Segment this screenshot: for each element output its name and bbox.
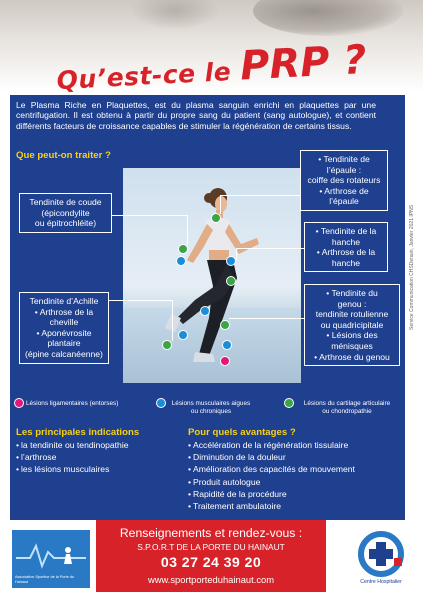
legend-dot-blue [156, 398, 166, 408]
contact-website[interactable]: www.sportporteduhainaut.com [147, 574, 275, 585]
association-logo [12, 530, 90, 588]
list-item: • Rapidité de la procédure [188, 488, 355, 500]
list-item: • l’arthrose [16, 451, 129, 463]
marker-elbow-blue [176, 256, 186, 266]
marker-elbow-green [178, 244, 188, 254]
legend-muscle: Lésions musculaires aigues ou chroniques [171, 400, 251, 415]
list-item: • Accélération de la régénération tissulaire [188, 439, 355, 451]
contact-box [96, 520, 326, 592]
hospital-logo [350, 530, 412, 588]
credit-text: Service Communication CHSDenain, Janvier 2021 IPNS [409, 204, 415, 330]
hospital-logo-text: Centre Hospitalier [360, 579, 402, 585]
title-part2: PRP ? [238, 36, 368, 90]
callout-hip: • Tendinite de la hanche • Arthrose de la hanche [304, 222, 388, 272]
runner-illustration [123, 168, 301, 383]
connector-hip-v [236, 248, 237, 260]
list-item: • Produit autologue [188, 476, 355, 488]
association-logo-text: Association Sportive de la Porte du Hainaut [15, 575, 75, 584]
callout-elbow: Tendinite de coude (épicondylite ou épitrochléite) [19, 193, 112, 233]
connector-elbow [112, 215, 188, 216]
callout-shoulder: • Tendinite de l’épaule : coiffe des rotateurs • Arthrose de l’épaule [300, 150, 388, 211]
list-item: • Diminution de la douleur [188, 451, 355, 463]
marker-foot [220, 356, 230, 366]
connector-elbow-v [187, 215, 188, 245]
heartbeat-icon [16, 540, 86, 570]
callout-achilles: Tendinite d’Achille • Arthrose de la cheville • Aponévrosite plantaire (épine calcanéenne) [19, 292, 109, 364]
marker-knee [220, 320, 230, 330]
runner-photo [123, 168, 301, 383]
list-item: • Amélioration des capacités de mouvement [188, 463, 355, 475]
hospital-logo-icon [350, 530, 412, 578]
list-item: • la tendinite ou tendinopathie [16, 439, 129, 451]
contact-subtitle: S.P.O.R.T DE LA PORTE DU HAINAUT [137, 542, 285, 552]
connector-shoulder-v [220, 195, 221, 214]
marker-hip-blue [226, 256, 236, 266]
running-shoe-image [253, 0, 403, 36]
contact-phone[interactable]: 03 27 24 39 20 [160, 555, 262, 571]
legend-ligament: Lésions ligamentaires (entorses) [26, 400, 119, 407]
connector-shoulder [220, 195, 300, 196]
connector-hip [236, 248, 304, 249]
advantages-list [188, 439, 355, 512]
indications-heading: Les principales indications [16, 427, 140, 438]
connector-achilles [108, 300, 173, 301]
legend-dot-green [284, 398, 294, 408]
list-item: • Traitement ambulatoire [188, 500, 355, 512]
marker-calf [178, 330, 188, 340]
marker-ankle [162, 340, 172, 350]
marker-hip-green [226, 276, 236, 286]
contact-title: Renseignements et rendez-vous : [119, 526, 303, 540]
background-blur-image [130, 0, 220, 30]
indications-list [16, 439, 129, 476]
callout-knee: • Tendinite du genou : tendinite rotulienne ou quadricipitale • Lésions des ménisques • Arthrose du genou [304, 284, 400, 366]
advantages-heading: Pour quels avantages ? [188, 427, 296, 438]
marker-shin [222, 340, 232, 350]
marker-thigh [200, 306, 210, 316]
connector-achilles-v [172, 300, 173, 341]
marker-shoulder [211, 213, 221, 223]
legend-cartilage: Lésions du cartilage articulaire ou chondropathie [303, 400, 391, 415]
title-part1: Qu’est-ce le [55, 56, 242, 96]
intro-paragraph: Le Plasma Riche en Plaquettes, est du plasma sanguin enrichi en plaquettes par une centrifugation. Il est obtenu à partir du propre sang du patient (sang autologue), et contient différents facteurs de croissance capables de stimuler la régénération de certains tissus. [16, 100, 376, 131]
list-item: • les lésions musculaires [16, 463, 129, 475]
connector-knee [229, 318, 304, 319]
what-treat-heading: Que peut-on traiter ? [16, 150, 111, 161]
legend-dot-pink [14, 398, 24, 408]
